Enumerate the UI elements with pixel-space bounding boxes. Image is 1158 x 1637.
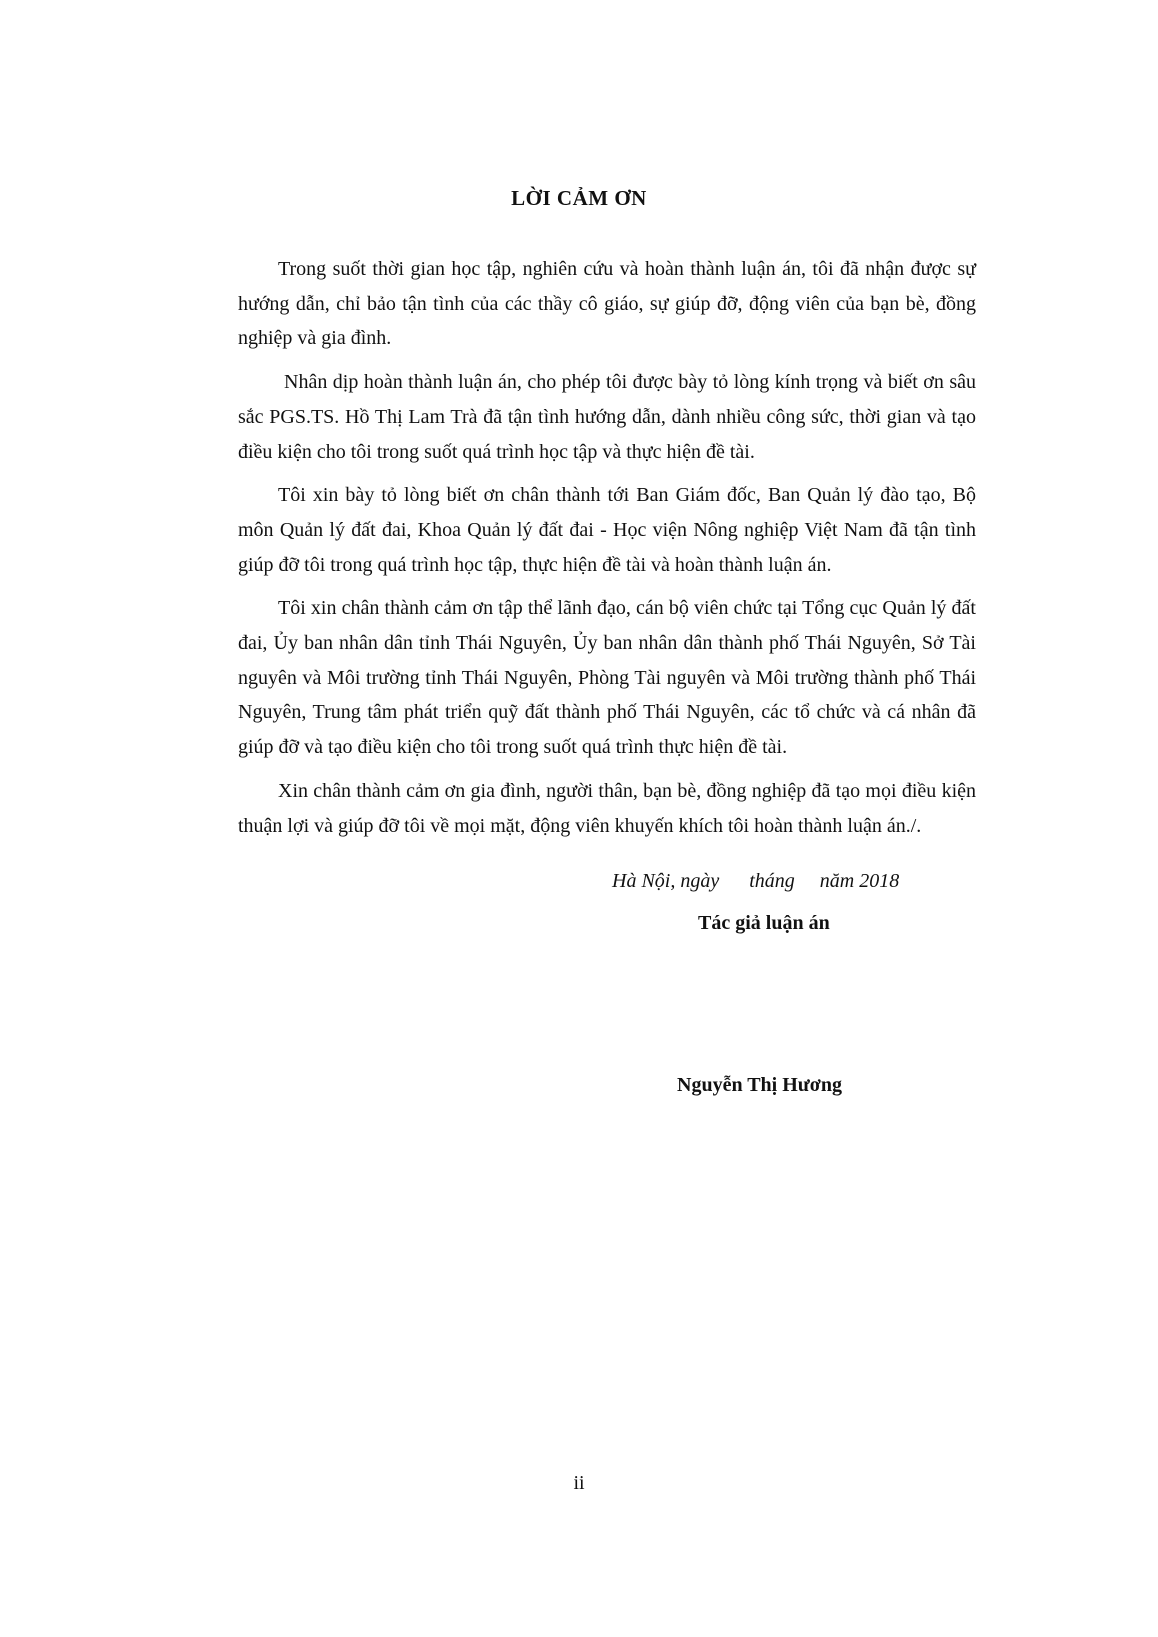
- paragraph-3: Tôi xin bày tỏ lòng biết ơn chân thành tới Ban Giám đốc, Ban Quản lý đào tạo, Bộ môn Quản lý đất đai, Khoa Quản lý đất đai - Học viện Nông nghiệp Việt Nam đã tận tình giúp đỡ tôi trong quá trình học tập, thực hiện đề tài và hoàn thành luận án.: [238, 484, 976, 576]
- paragraph-2: Nhân dịp hoàn thành luận án, cho phép tôi được bày tỏ lòng kính trọng và biết ơn sâu sắc PGS.TS. Hồ Thị Lam Trà đã tận tình hướng dẫn, dành nhiều công sức, thời gian và tạo điều kiện cho tôi trong suốt quá trình học tập và thực hiện đề tài.: [238, 371, 976, 463]
- place-date: Hà Nội, ngày tháng năm 2018: [612, 870, 900, 892]
- paragraph-5: Xin chân thành cảm ơn gia đình, người thân, bạn bè, đồng nghiệp đã tạo mọi điều kiện thuận lợi và giúp đỡ tôi về mọi mặt, động viên khuyến khích tôi hoàn thành luận án./.: [238, 779, 976, 837]
- paragraph-1: Trong suốt thời gian học tập, nghiên cứu và hoàn thành luận án, tôi đã nhận được sự hướng dẫn, chỉ bảo tận tình của các thầy cô giáo, sự giúp đỡ, động viên của bạn bè, đồng nghiệp và gia đình.: [238, 258, 976, 350]
- paragraph-4: Tôi xin chân thành cảm ơn tập thể lãnh đạo, cán bộ viên chức tại Tổng cục Quản lý đất đai, Ủy ban nhân dân tỉnh Thái Nguyên, Ủy ban nhân dân thành phố Thái Nguyên, Sở Tài nguyên và Môi trường tỉnh Thái Nguyên, Phòng Tài nguyên và Môi trường thành phố Thái Nguyên, Trung tâm phát triển quỹ đất thành phố Thái Nguyên, các tổ chức và cá nhân đã giúp đỡ và tạo điều kiện cho tôi trong suốt quá trình thực hiện đề tài.: [238, 597, 976, 759]
- acknowledgement-body: [238, 252, 976, 852]
- page-title: LỜI CẢM ƠN: [511, 186, 647, 210]
- signature-title: Tác giả luận án: [698, 912, 830, 934]
- page-number: ii: [573, 1472, 585, 1494]
- signature-name: Nguyễn Thị Hương: [677, 1074, 842, 1096]
